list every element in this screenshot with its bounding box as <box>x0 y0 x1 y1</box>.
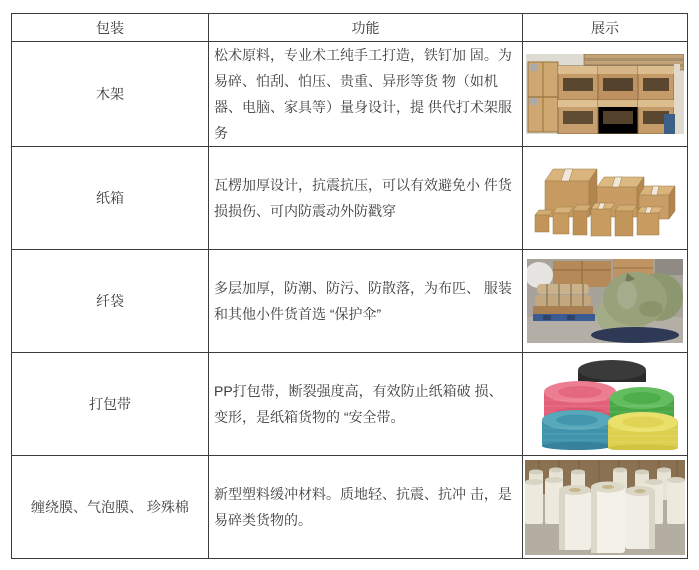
packaging-table <box>11 13 688 559</box>
wooden-crates-photo <box>526 54 684 134</box>
column-header-display: 展示 <box>523 14 688 42</box>
packaging-name: 打包带 <box>12 353 209 456</box>
stretch-film-photo <box>525 460 685 555</box>
packaging-name: 纸箱 <box>12 147 209 250</box>
display-cell <box>523 42 688 147</box>
packaging-name: 纤袋 <box>12 250 209 353</box>
woven-bags-photo <box>527 259 683 343</box>
header-row <box>12 14 688 42</box>
table-row-cushion-film <box>12 456 688 559</box>
display-cell <box>523 353 688 456</box>
display-cell <box>523 147 688 250</box>
table-row-fiber-bag <box>12 250 688 353</box>
packaging-name: 木架 <box>12 42 209 147</box>
display-cell <box>523 456 688 559</box>
function-text: 新型塑料缓冲材料。质地轻、抗震、抗冲 击，是易碎类货物的。 <box>209 456 523 559</box>
packaging-name: 缠绕膜、气泡膜、 珍殊棉 <box>12 456 209 559</box>
display-cell <box>523 250 688 353</box>
strapping-rolls-photo <box>528 358 682 450</box>
table-row-wooden-frame <box>12 42 688 147</box>
column-header-packaging: 包装 <box>12 14 209 42</box>
column-header-function: 功能 <box>209 14 523 42</box>
function-text: PP打包带，断裂强度高，有效防止纸箱破 损、变形，是纸箱货物的 “安全带。 <box>209 353 523 456</box>
function-text: 瓦楞加厚设计，抗震抗压，可以有效避免小 件货损损伤、可内防震动外防戳穿 <box>209 147 523 250</box>
cardboard-boxes-photo <box>527 153 683 243</box>
function-text: 松术原料，专业术工纯手工打造，铁钉加 固。为易碎、怕刮、怕压、贵重、异形等货 物（如机器、电脑、家具等）量身设计，提 供代打术架服务 <box>209 42 523 147</box>
table-row-carton <box>12 147 688 250</box>
function-text: 多层加厚，防潮、防污、防散落，为布匹、 服装和其他小件货首选 “保护伞” <box>209 250 523 353</box>
table-row-strapping <box>12 353 688 456</box>
